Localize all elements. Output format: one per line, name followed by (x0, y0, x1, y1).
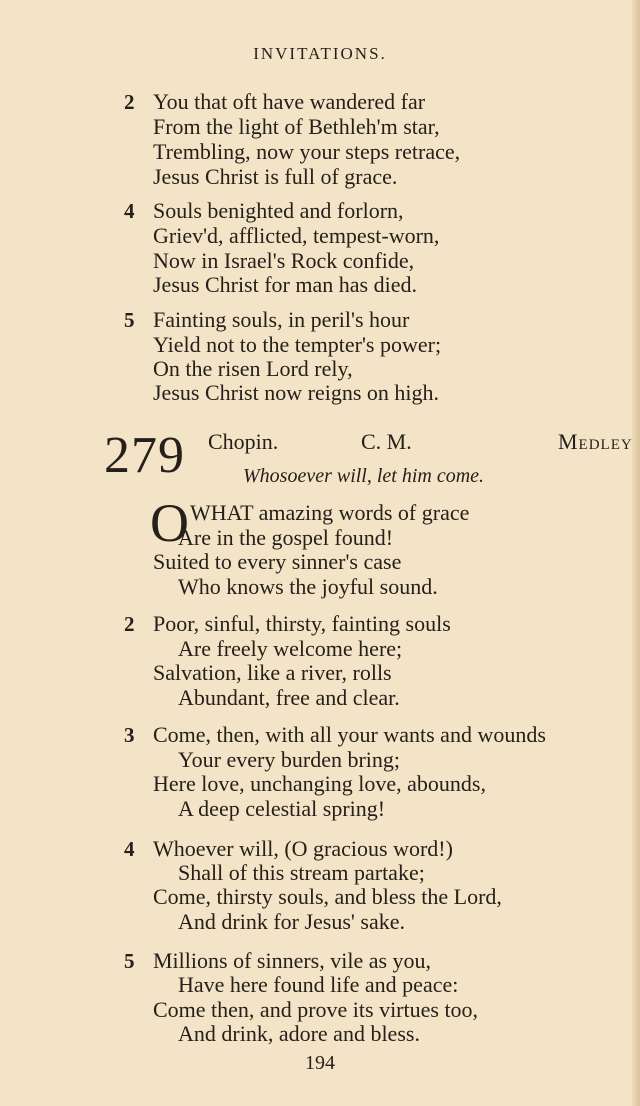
verse-line: Who knows the joyful sound. (178, 574, 438, 599)
drop-cap: O (150, 493, 189, 553)
verse-line: A deep celestial spring! (178, 796, 386, 821)
verse-line: Come, thirsty souls, and bless the Lord, (153, 884, 502, 909)
verse-line: Jesus Christ is full of grace. (153, 164, 398, 189)
verse-line: On the risen Lord rely, (153, 356, 353, 381)
verse-line: WHAT amazing words of grace (190, 500, 470, 525)
verse-line: Suited to every sinner's case (153, 549, 402, 574)
verse-line: Shall of this stream partake; (178, 860, 425, 885)
verse-line: Have here found life and peace: (178, 972, 459, 997)
stanza-number: 4 (124, 837, 135, 861)
stanza-number: 3 (124, 723, 135, 747)
verse-line: Jesus Christ for man has died. (153, 272, 417, 297)
verse-line: Are freely welcome here; (178, 636, 403, 661)
verse-line: Here love, unchanging love, abounds, (153, 771, 486, 796)
verse-line: Poor, sinful, thirsty, fainting souls (153, 611, 451, 636)
verse-line: Millions of sinners, vile as you, (153, 948, 432, 973)
page-edge (632, 0, 640, 1106)
verse-line: Yield not to the tempter's power; (153, 332, 442, 357)
verse-line: And drink, adore and bless. (178, 1021, 420, 1046)
stanza-number: 5 (124, 308, 135, 332)
verse-line: Salvation, like a river, rolls (153, 660, 392, 685)
composer: Medley (558, 429, 633, 454)
page-number: 194 (305, 1052, 335, 1074)
stanza-number: 2 (124, 90, 135, 114)
meter: C. M. (361, 429, 412, 454)
tune-name: Chopin. (208, 429, 279, 454)
stanza-number: 4 (124, 199, 135, 223)
verse-line: Come then, and prove its virtues too, (153, 997, 479, 1022)
hymn-subtitle: Whosoever will, let him come. (243, 465, 485, 487)
verse-line: Are in the gospel found! (178, 525, 394, 550)
verse-line: Trembling, now your steps retrace, (153, 139, 461, 164)
verse-line: Now in Israel's Rock confide, (153, 248, 415, 273)
verse-line: Fainting souls, in peril's hour (153, 307, 410, 332)
verse-line: You that oft have wandered far (153, 89, 426, 114)
running-header: INVITATIONS. (253, 44, 387, 63)
verse-line: Come, then, with all your wants and wounds (153, 722, 546, 747)
verse-line: Abundant, free and clear. (178, 685, 400, 710)
verse-line: From the light of Bethleh'm star, (153, 114, 440, 139)
verse-line: Jesus Christ now reigns on high. (153, 380, 439, 405)
verse-line: Your every burden bring; (178, 747, 401, 772)
stanza-number: 5 (124, 949, 135, 973)
verse-line: Souls benighted and forlorn, (153, 198, 404, 223)
verse-line: Griev'd, afflicted, tempest-worn, (153, 223, 440, 248)
verse-line: And drink for Jesus' sake. (178, 909, 405, 934)
hymn-number: 279 (104, 427, 185, 484)
verse-line: Whoever will, (O gracious word!) (153, 836, 453, 861)
stanza-number: 2 (124, 612, 135, 636)
